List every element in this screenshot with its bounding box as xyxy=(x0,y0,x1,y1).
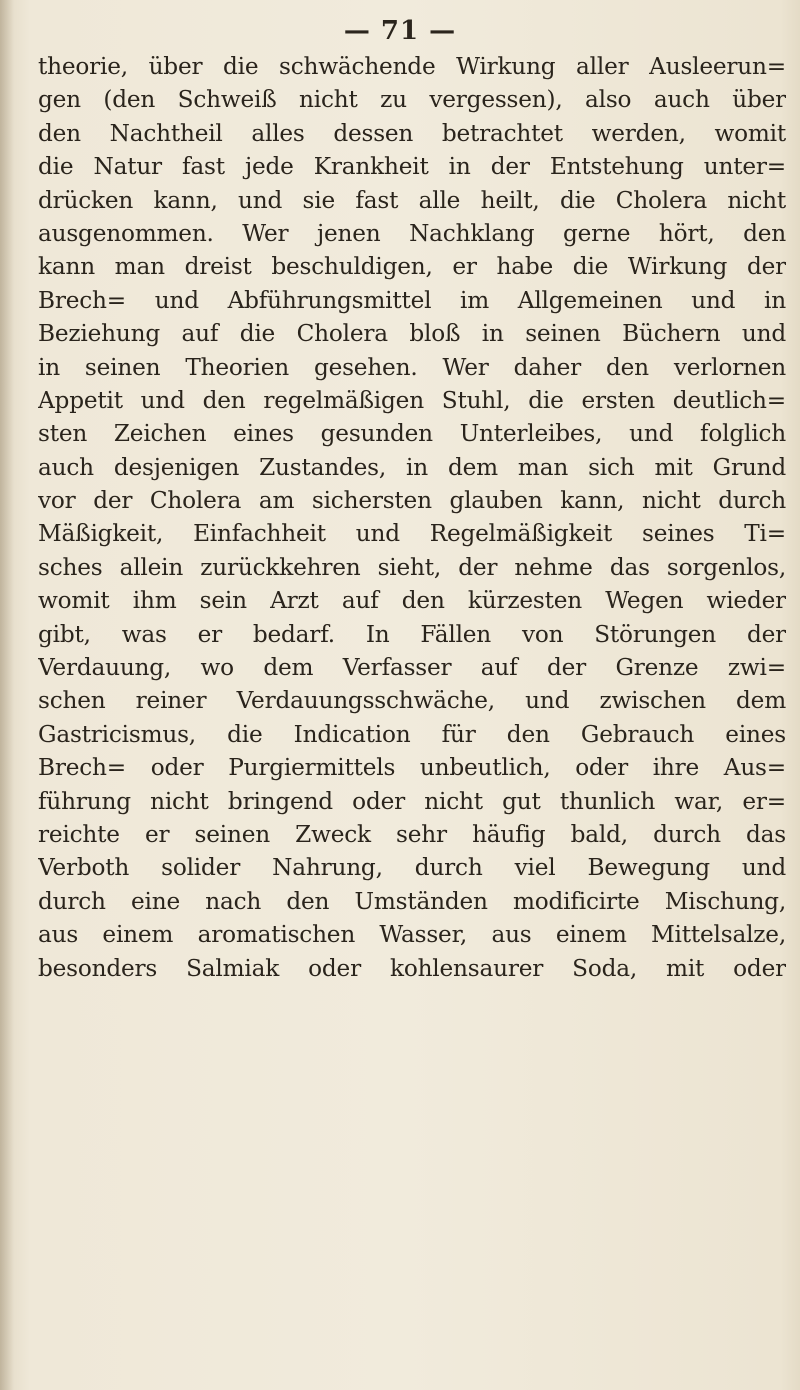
text-line: kann man dreist beschuldigen, er habe die Wirkung der xyxy=(38,253,786,281)
text-line: führung nicht bringend oder nicht gut thunlich war, er= xyxy=(38,787,786,815)
text-line: Brech= und Abführungsmittel im Allgemeinen und in xyxy=(38,286,786,314)
text-line: sches allein zurückkehren sieht, der nehme das sorgenlos, xyxy=(38,553,786,581)
text-line: Verdauung, wo dem Verfasser auf der Grenze zwi= xyxy=(38,654,786,682)
text-line: gen (den Schweiß nicht zu vergessen), also auch über xyxy=(38,86,786,114)
text-line: Brech= oder Purgiermittels unbeutlich, oder ihre Aus= xyxy=(38,754,786,782)
text-line: aus einem aromatischen Wasser, aus einem Mittelsalze, xyxy=(38,921,786,949)
text-line: sten Zeichen eines gesunden Unterleibes, und folglich xyxy=(38,420,786,448)
text-line: Beziehung auf die Cholera bloß in seinen Büchern und xyxy=(38,320,786,348)
text-line: ausgenommen. Wer jenen Nachklang gerne hört, den xyxy=(38,219,786,247)
body-text xyxy=(38,50,786,985)
text-line: Mäßigkeit, Einfachheit und Regelmäßigkeit seines Ti= xyxy=(38,520,786,548)
text-line: womit ihm sein Arzt auf den kürzesten Wegen wieder xyxy=(38,587,786,615)
text-line: auch desjenigen Zustandes, in dem man sich mit Grund xyxy=(38,453,786,481)
page-number: — 71 — xyxy=(343,16,457,46)
text-line: Gastricismus, die Indication für den Gebrauch eines xyxy=(38,720,786,748)
text-line: drücken kann, und sie fast alle heilt, die Cholera nicht xyxy=(38,186,786,214)
text-line: vor der Cholera am sichersten glauben kann, nicht durch xyxy=(38,487,786,515)
text-line: Appetit und den regelmäßigen Stuhl, die ersten deutlich= xyxy=(38,386,786,414)
binding-shadow xyxy=(0,0,14,1390)
text-line: in seinen Theorien gesehen. Wer daher den verlornen xyxy=(38,353,786,381)
text-line: die Natur fast jede Krankheit in der Entstehung unter= xyxy=(38,153,786,181)
text-line: besonders Salmiak oder kohlensaurer Soda, mit oder xyxy=(38,954,786,982)
text-line: gibt, was er bedarf. In Fällen von Störungen der xyxy=(38,620,786,648)
text-line: schen reiner Verdauungsschwäche, und zwischen dem xyxy=(38,687,786,715)
text-line: durch eine nach den Umständen modificirte Mischung, xyxy=(38,887,786,915)
text-line: reichte er seinen Zweck sehr häufig bald, durch das xyxy=(38,820,786,848)
text-line: Verboth solider Nahrung, durch viel Bewegung und xyxy=(38,854,786,882)
text-line: theorie, über die schwächende Wirkung aller Ausleerun= xyxy=(38,53,786,80)
text-line: den Nachtheil alles dessen betrachtet werden, womit xyxy=(38,119,786,147)
